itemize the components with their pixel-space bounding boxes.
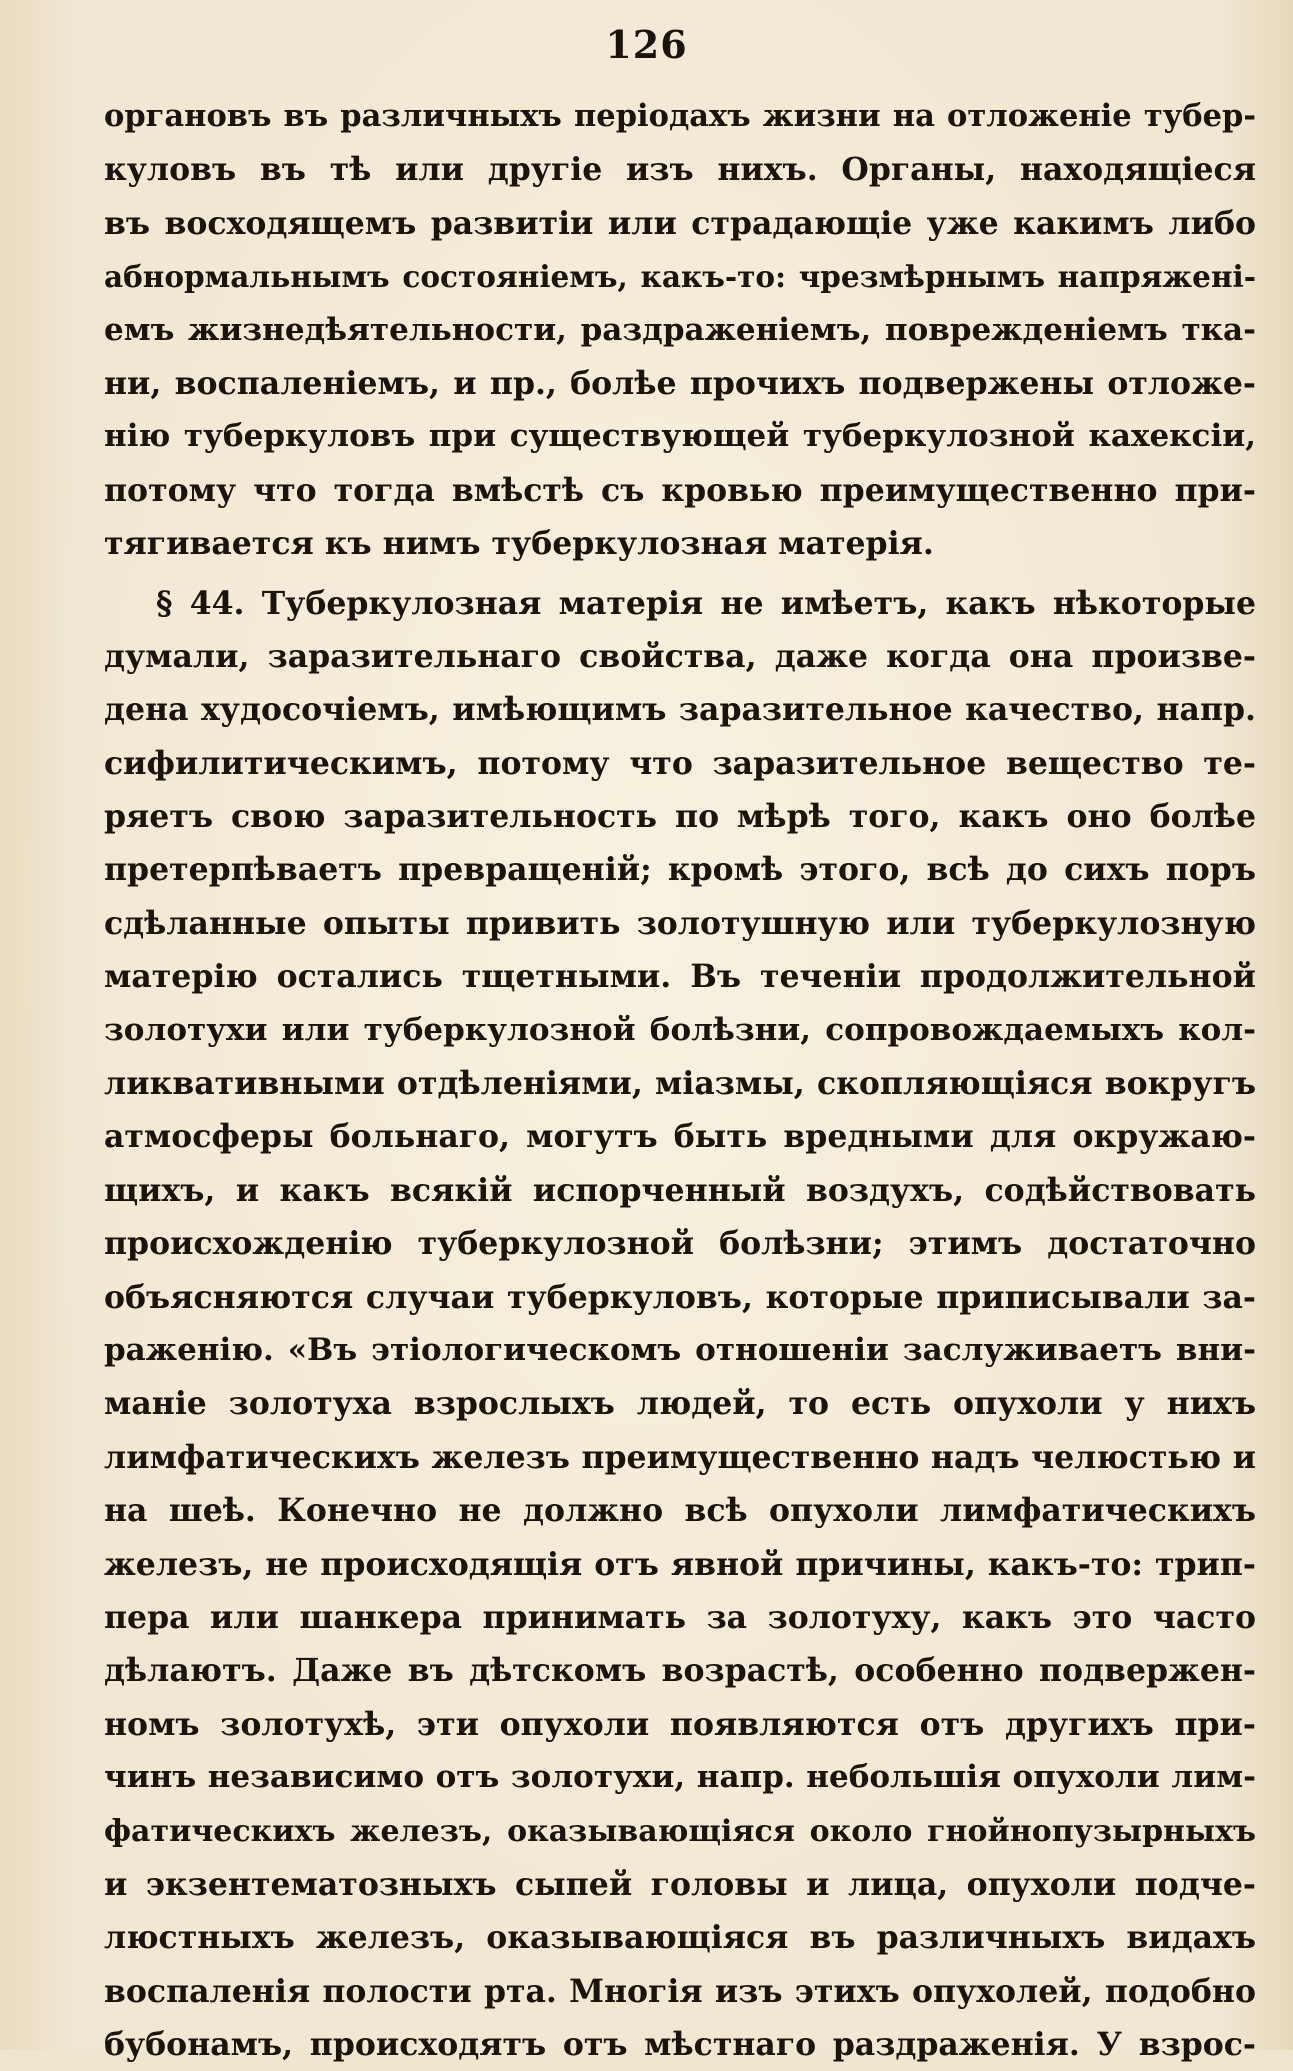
text-line: объясняются случаи туберкуловъ, которые приписывали за- — [104, 1278, 1256, 1316]
text-line: люстныхъ железъ, оказывающіяся въ различныхъ видахъ — [104, 1919, 1256, 1957]
text-line: на шеѣ. Конечно не должно всѣ опухоли лимфатическихъ — [104, 1492, 1256, 1530]
text-line: сифилитическимъ, потому что заразительное вещество те- — [104, 744, 1256, 782]
text-line: железъ, не происходящія отъ явной причины, какъ-то: трип- — [104, 1545, 1256, 1583]
page-number: 126 — [605, 22, 688, 67]
text-line: фатическихъ железъ, оказывающіяся около гнойнопузырныхъ — [104, 1813, 1256, 1849]
text-line: воспаленія полости рта. Многія изъ этихъ опухолей, подобно — [104, 1972, 1256, 2010]
text-line: § 44. Туберкулозная матерія не имѣетъ, какъ нѣкоторые — [156, 584, 1256, 622]
text-line: атмосферы больнаго, могутъ быть вредными для окружаю- — [104, 1118, 1256, 1156]
text-line: тягивается къ нимъ туберкулозная матерія. — [104, 525, 934, 563]
text-line: ряетъ свою заразительность по мѣрѣ того, какъ оно болѣе — [104, 798, 1256, 836]
text-line: лимфатическихъ железъ преимущественно надъ челюстью и — [104, 1438, 1256, 1476]
text-line: сдѣланные опыты привить золотушную или туберкулозную — [104, 904, 1256, 942]
text-line: нію туберкуловъ при существующей туберкулозной кахексіи, — [104, 418, 1256, 455]
text-line: маніе золотуха взрослыхъ людей, то есть опухоли у нихъ — [104, 1385, 1256, 1423]
text-line: происхожденію туберкулозной болѣзни; этимъ достаточно — [104, 1225, 1256, 1263]
text-line: претерпѣваетъ превращеній; кромѣ этого, всѣ до сихъ поръ — [104, 851, 1256, 889]
text-line: въ восходящемъ развитіи или страдающіе уже какимъ либо — [104, 204, 1256, 242]
text-line: матерію остались тщетными. Въ теченіи продолжительной — [104, 958, 1256, 996]
text-line: дѣлаютъ. Даже въ дѣтскомъ возрастѣ, особенно подвержен- — [104, 1652, 1256, 1690]
text-line: чинъ независимо отъ золотухи, напр. небольшія опухоли лим- — [104, 1759, 1256, 1796]
paragraph-section-44 — [104, 577, 1256, 2071]
text-line: ни, воспаленіемъ, и пр., болѣе прочихъ подвержены отложе- — [104, 364, 1256, 402]
text-line: щихъ, и какъ всякій испорченный воздухъ, содѣйствовать — [104, 1171, 1256, 1209]
text-line: номъ золотухѣ, эти опухоли появляются отъ другихъ при- — [104, 1705, 1256, 1743]
text-line: органовъ въ различныхъ періодахъ жизни на отложеніе тубер- — [104, 98, 1256, 134]
text-line: бубонамъ, происходятъ отъ мѣстнаго раздраженія. У взрос- — [104, 2026, 1256, 2064]
text-line: ликвативными отдѣленіями, міазмы, скопляющіяся вокругъ — [104, 1065, 1256, 1103]
text-line: золотухи или туберкулозной болѣзни, сопровождаемыхъ кол- — [104, 1011, 1256, 1048]
text-line: емъ жизнедѣятельности, раздраженіемъ, поврежденіемъ тка- — [104, 311, 1256, 348]
text-line: раженію. «Въ этіологическомъ отношеніи заслуживаетъ вни- — [104, 1331, 1256, 1368]
text-line: куловъ въ тѣ или другіе изъ нихъ. Органы, находящіеся — [104, 151, 1256, 189]
body-text — [104, 90, 1256, 2071]
text-line: потому что тогда вмѣстѣ съ кровью преимущественно при- — [104, 471, 1256, 509]
text-line: и экзентематозныхъ сыпей головы и лица, опухоли подче- — [104, 1865, 1256, 1903]
text-line: дена худосочіемъ, имѣющимъ заразительное качество, напр. — [104, 691, 1256, 729]
paragraph-continuation — [104, 90, 1256, 571]
text-line: думали, заразительнаго свойства, даже когда она произве- — [104, 637, 1256, 675]
text-line: абнормальнымъ состояніемъ, какъ-то: чрезмѣрнымъ напряженi- — [104, 259, 1256, 295]
text-line: пера или шанкера принимать за золотуху, какъ это часто — [104, 1598, 1256, 1636]
